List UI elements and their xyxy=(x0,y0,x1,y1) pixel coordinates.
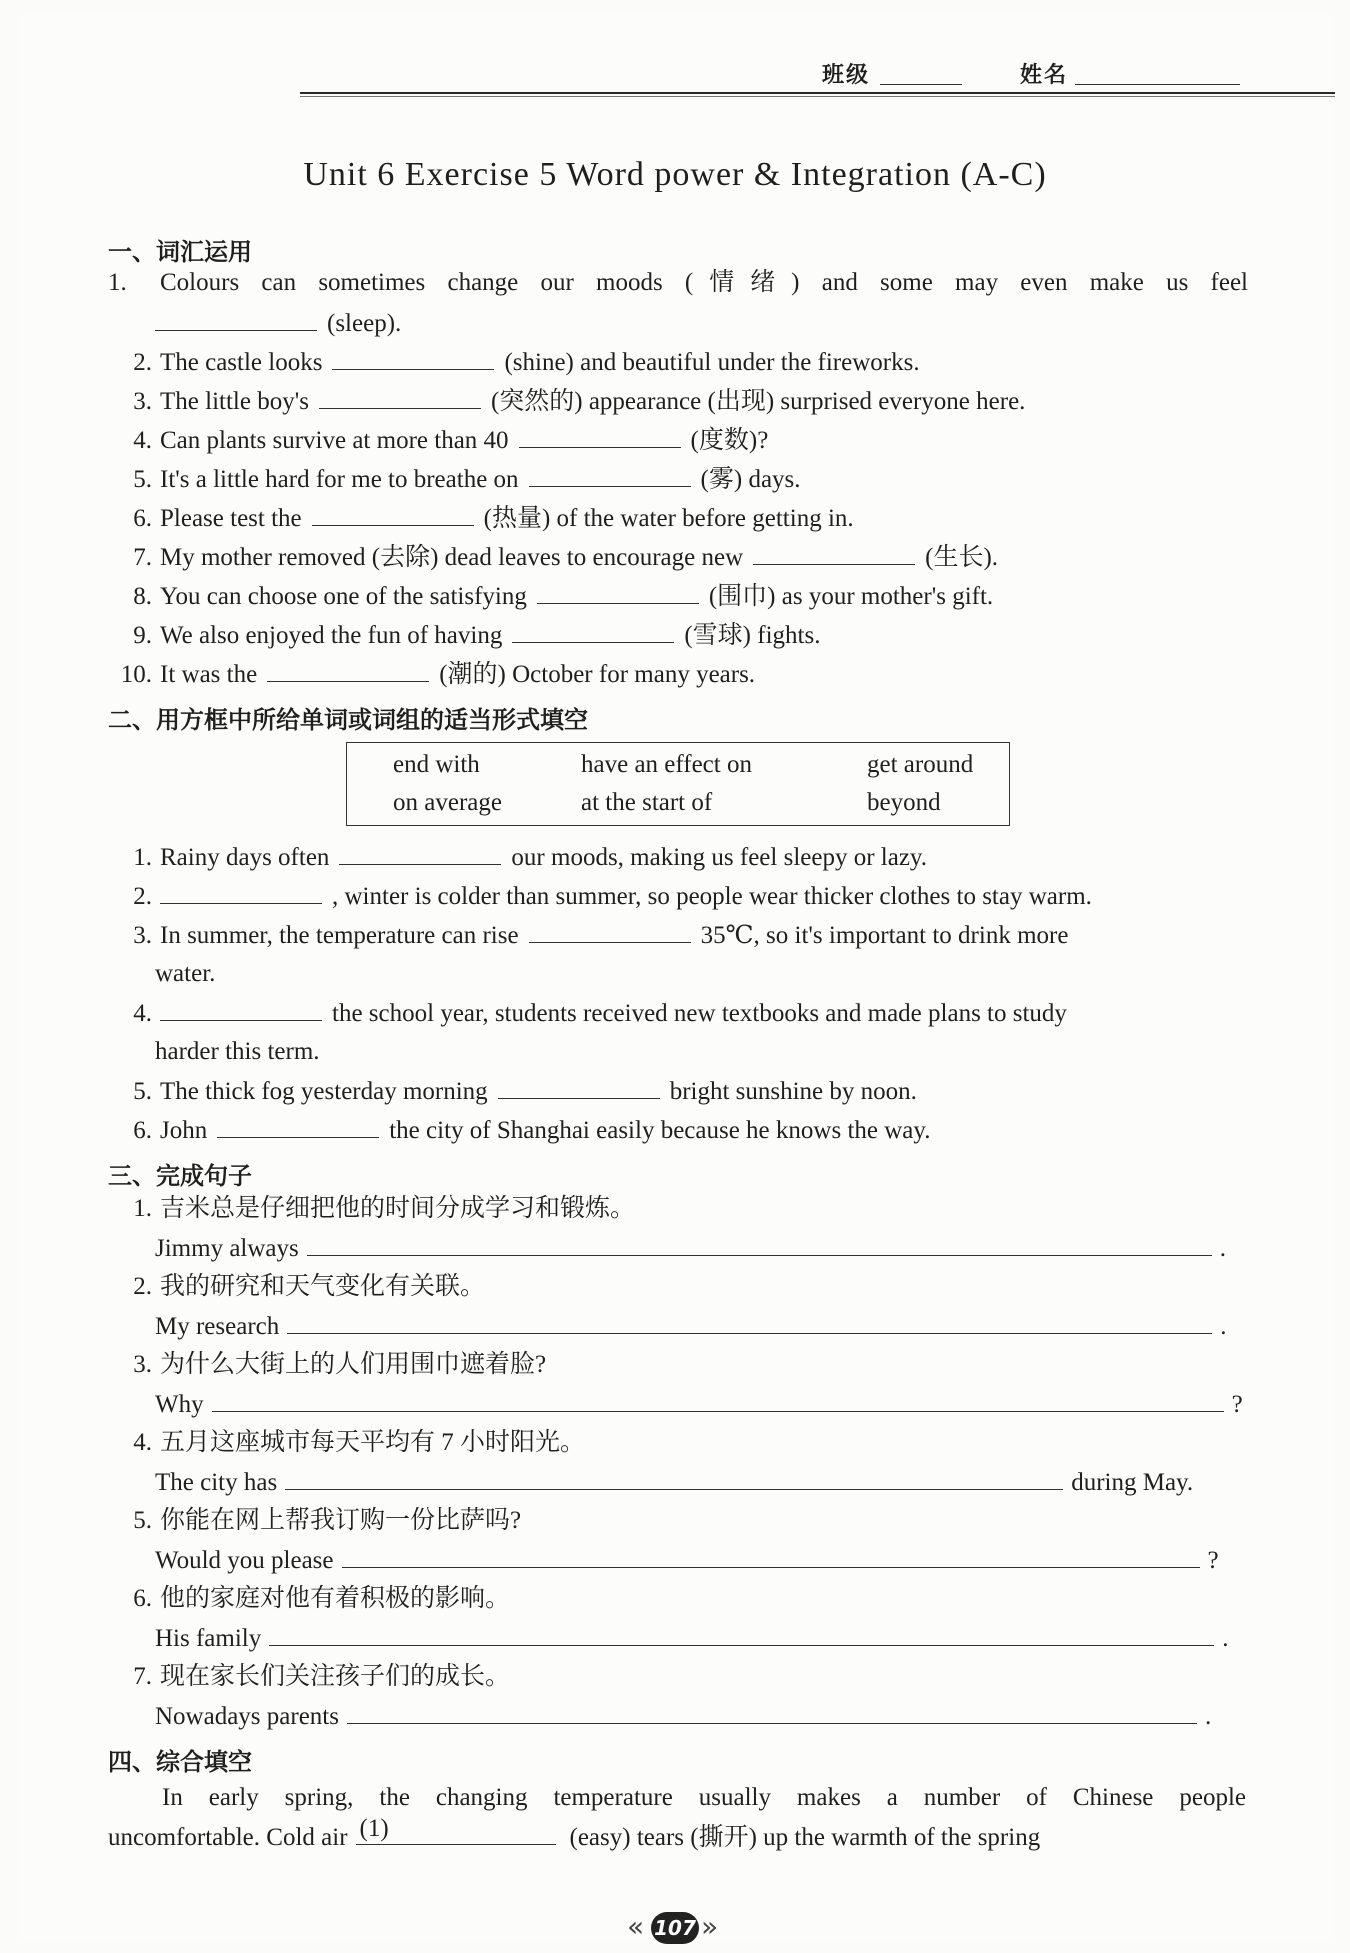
answer-blank[interactable] xyxy=(753,542,915,565)
item-text: bright sunshine by noon. xyxy=(669,1078,917,1105)
item-text: My mother removed (去除) dead leaves to encourage new xyxy=(160,544,744,571)
item-text: (雪球) fights. xyxy=(684,622,821,649)
chinese-prompt: 他的家庭对他有着积极的影响。 xyxy=(160,1585,511,1612)
item-text: Colours can sometimes change our moods (情绪) and some may even make us feel xyxy=(160,269,1248,296)
answer-blank[interactable] xyxy=(312,503,474,526)
s3-item5-cn xyxy=(108,1506,521,1536)
item-number: 2. xyxy=(133,349,152,376)
item-text: Please test the xyxy=(160,505,302,532)
item-text: our moods, making us feel sleepy or lazy. xyxy=(511,844,928,871)
answer-blank[interactable] xyxy=(217,1115,379,1138)
s1-item4 xyxy=(108,425,768,456)
sentence-end: ? xyxy=(1207,1547,1219,1574)
sentence-end: . xyxy=(1220,1313,1227,1340)
answer-line[interactable] xyxy=(347,1701,1197,1724)
chinese-prompt: 五月这座城市每天平均有 7 小时阳光。 xyxy=(160,1429,586,1456)
sentence-start: Would you please xyxy=(155,1547,334,1574)
item-number: 4. xyxy=(133,1000,152,1027)
section4-heading: 四、综合填空 xyxy=(108,1748,252,1776)
s2-item1 xyxy=(108,842,927,873)
item-text: (热量) of the water before getting in. xyxy=(483,505,854,532)
chevron-right-icon: » xyxy=(701,1910,719,1943)
class-label: 班级 xyxy=(822,63,871,88)
answer-blank-1[interactable] xyxy=(356,1815,556,1845)
word-box xyxy=(346,742,1010,826)
item-number: 8. xyxy=(133,583,152,610)
page-number: 107 xyxy=(651,1912,699,1944)
item-number: 2. xyxy=(133,1273,152,1300)
s1-item1-cont xyxy=(155,308,401,339)
item-text: It was the xyxy=(160,661,258,688)
item-text: The thick fog yesterday morning xyxy=(160,1078,488,1105)
sentence-start: Why xyxy=(155,1391,204,1418)
item-text: Can plants survive at more than 40 xyxy=(160,427,509,454)
s4-paragraph-line1: In early spring, the changing temperature usually makes a number of Chinese people xyxy=(162,1784,1246,1811)
answer-blank[interactable] xyxy=(529,464,691,487)
paragraph-text: uncomfortable. Cold air xyxy=(108,1824,348,1851)
chevron-left-icon: « xyxy=(627,1910,645,1943)
item-number: 7. xyxy=(133,544,152,571)
answer-blank[interactable] xyxy=(267,659,429,682)
answer-blank[interactable] xyxy=(519,425,681,448)
item-text: (生长). xyxy=(925,544,999,571)
s2-item6 xyxy=(108,1115,931,1146)
word-option: on average xyxy=(393,789,502,816)
section1-heading: 一、词汇运用 xyxy=(108,238,252,266)
item-number: 3. xyxy=(133,1351,152,1378)
answer-blank[interactable] xyxy=(155,308,317,331)
chinese-prompt: 你能在网上帮我订购一份比萨吗? xyxy=(160,1507,522,1534)
item-number: 6. xyxy=(133,1585,152,1612)
s3-item4-en xyxy=(155,1467,1193,1498)
s1-item9 xyxy=(108,620,820,651)
item-text: We also enjoyed the fun of having xyxy=(160,622,503,649)
item-number: 1. xyxy=(133,1195,152,1222)
sentence-end: ? xyxy=(1231,1391,1243,1418)
s1-item7 xyxy=(108,542,998,573)
s2-item4 xyxy=(108,998,1067,1029)
answer-blank[interactable] xyxy=(339,842,501,865)
s3-item7-cn xyxy=(108,1662,510,1692)
s1-item10 xyxy=(108,659,755,690)
answer-blank[interactable] xyxy=(512,620,674,643)
s3-item2-en xyxy=(155,1311,1227,1342)
s2-item4-cont xyxy=(155,1037,320,1067)
chinese-prompt: 吉米总是仔细把他的时间分成学习和锻炼。 xyxy=(160,1195,636,1222)
s1-item5 xyxy=(108,464,801,495)
s3-item2-cn xyxy=(108,1272,485,1302)
blank-number: (1) xyxy=(359,1815,389,1842)
item-text: the city of Shanghai easily because he knows the way. xyxy=(389,1117,931,1144)
name-field[interactable] xyxy=(1075,84,1240,85)
item-text: The castle looks xyxy=(160,349,323,376)
item-text: Rainy days often xyxy=(160,844,330,871)
s3-item6-en xyxy=(155,1623,1229,1654)
header-rule-thin xyxy=(300,96,1335,97)
s3-item5-en xyxy=(155,1545,1219,1576)
word-option: at the start of xyxy=(581,789,713,816)
s2-item2 xyxy=(108,881,1092,912)
item-number: 7. xyxy=(133,1663,152,1690)
answer-blank[interactable] xyxy=(498,1076,660,1099)
answer-line[interactable] xyxy=(285,1467,1063,1490)
item-number: 5. xyxy=(133,1078,152,1105)
s1-item2 xyxy=(108,347,920,378)
item-text: water. xyxy=(155,960,216,987)
answer-blank[interactable] xyxy=(332,347,494,370)
item-number: 1. xyxy=(133,844,152,871)
s3-item6-cn xyxy=(108,1584,510,1614)
s1-item1 xyxy=(108,268,1248,298)
s2-item3 xyxy=(108,920,1068,951)
answer-blank[interactable] xyxy=(160,881,322,904)
sentence-end: . xyxy=(1204,1703,1212,1730)
s3-item4-cn xyxy=(108,1428,585,1458)
item-number: 2. xyxy=(133,883,152,910)
item-text: John xyxy=(160,1117,208,1144)
s1-item6 xyxy=(108,503,854,534)
s2-item5 xyxy=(108,1076,917,1107)
word-option: have an effect on xyxy=(581,751,752,778)
s3-item3-cn xyxy=(108,1350,546,1380)
item-text: In summer, the temperature can rise xyxy=(160,922,519,949)
item-number: 4. xyxy=(133,427,152,454)
section3-heading: 三、完成句子 xyxy=(108,1162,252,1190)
item-text: (突然的) appearance (出现) surprised everyone here. xyxy=(490,388,1026,415)
item-number: 3. xyxy=(133,922,152,949)
s3-item1-en xyxy=(155,1233,1226,1264)
sentence-start: Nowadays parents xyxy=(155,1703,339,1730)
class-field[interactable] xyxy=(880,84,962,85)
item-number: 4. xyxy=(133,1429,152,1456)
item-text: You can choose one of the satisfying xyxy=(160,583,527,610)
item-number: 3. xyxy=(133,388,152,415)
item-number: 6. xyxy=(133,505,152,532)
item-text: (潮的) October for many years. xyxy=(439,661,756,688)
sentence-end: . xyxy=(1222,1625,1229,1652)
item-text: (shine) and beautiful under the fireworks. xyxy=(504,349,920,376)
item-number: 10. xyxy=(120,661,152,688)
s1-item3 xyxy=(108,386,1025,417)
header-rule xyxy=(300,92,1335,94)
item-number: 5. xyxy=(133,1507,152,1534)
item-text: harder this term. xyxy=(155,1038,320,1065)
item-text: (围巾) as your mother's gift. xyxy=(708,583,994,610)
paragraph-text: (easy) tears (撕开) up the warmth of the spring xyxy=(569,1824,1041,1851)
s1-item8 xyxy=(108,581,993,612)
item-text: the school year, students received new textbooks and made plans to study xyxy=(332,1000,1067,1027)
answer-line[interactable] xyxy=(269,1623,1214,1646)
s3-item1-cn xyxy=(108,1194,635,1224)
sentence-start: Jimmy always xyxy=(155,1235,299,1262)
sentence-start: My research xyxy=(155,1313,280,1340)
item-text: (度数)? xyxy=(690,427,769,454)
answer-line[interactable] xyxy=(212,1389,1224,1412)
s4-paragraph-line2 xyxy=(108,1815,1041,1853)
sentence-start: His family xyxy=(155,1625,262,1652)
answer-blank[interactable] xyxy=(319,386,481,409)
s3-item3-en xyxy=(155,1389,1243,1420)
sentence-end: during May. xyxy=(1071,1469,1194,1496)
item-number: 6. xyxy=(133,1117,152,1144)
word-option: get around xyxy=(867,751,974,778)
answer-blank[interactable] xyxy=(529,920,691,943)
word-option: end with xyxy=(393,751,480,778)
answer-line[interactable] xyxy=(307,1233,1212,1256)
answer-line[interactable] xyxy=(287,1311,1212,1334)
page-title: Unit 6 Exercise 5 Word power & Integration (A-C) xyxy=(303,156,1047,193)
item-text: (sleep). xyxy=(327,310,402,337)
item-text: It's a little hard for me to breathe on xyxy=(160,466,519,493)
chinese-prompt: 现在家长们关注孩子们的成长。 xyxy=(160,1663,511,1690)
item-number: 1. xyxy=(108,269,127,296)
answer-blank[interactable] xyxy=(537,581,699,604)
name-label: 姓名 xyxy=(1020,63,1069,88)
item-text: The little boy's xyxy=(160,388,309,415)
chinese-prompt: 为什么大街上的人们用围巾遮着脸? xyxy=(160,1351,547,1378)
answer-blank[interactable] xyxy=(160,998,322,1021)
answer-line[interactable] xyxy=(342,1545,1200,1568)
page-number-badge xyxy=(627,1910,719,1946)
sentence-end: . xyxy=(1219,1235,1226,1262)
chinese-prompt: 我的研究和天气变化有关联。 xyxy=(160,1273,486,1300)
s2-item3-cont xyxy=(155,959,215,989)
sentence-start: The city has xyxy=(155,1469,278,1496)
item-text: , winter is colder than summer, so people wear thicker clothes to stay warm. xyxy=(332,883,1092,910)
item-number: 9. xyxy=(133,622,152,649)
item-text: 35℃, so it's important to drink more xyxy=(700,922,1069,949)
item-text: (雾) days. xyxy=(700,466,801,493)
word-option: beyond xyxy=(867,789,941,816)
section2-heading: 二、用方框中所给单词或词组的适当形式填空 xyxy=(108,706,588,734)
item-number: 5. xyxy=(133,466,152,493)
s3-item7-en xyxy=(155,1701,1211,1732)
